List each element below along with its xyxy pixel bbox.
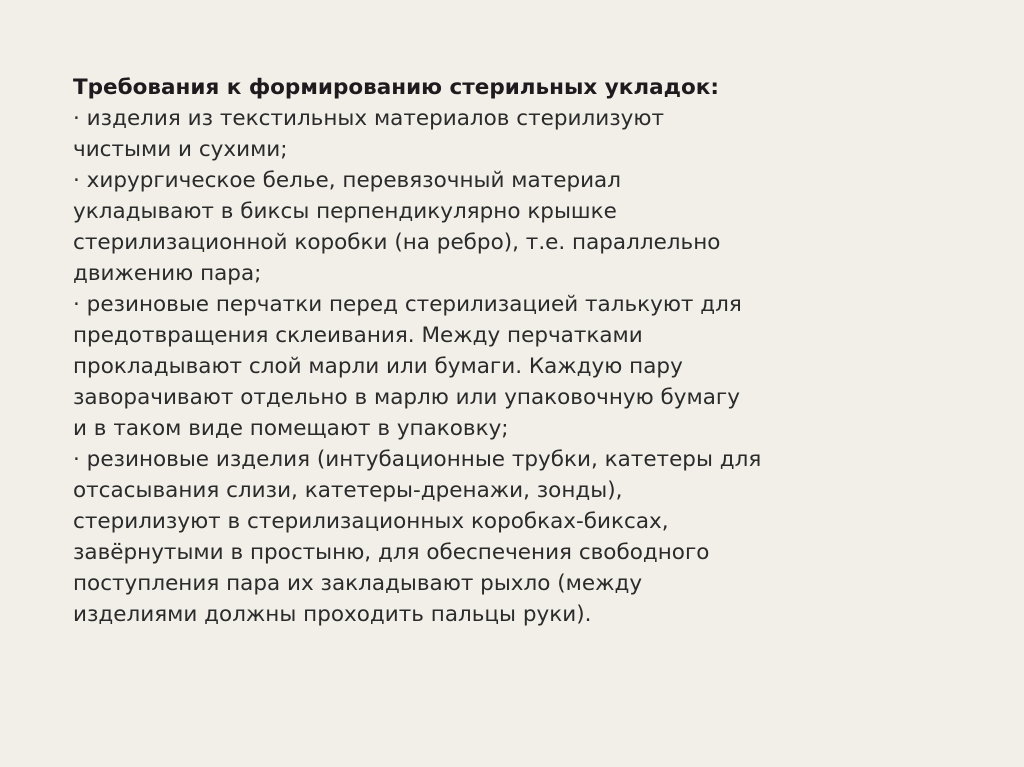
text-line: · хирургическое белье, перевязочный материал [73, 168, 621, 193]
text-line: стерилизационной коробки (на ребро), т.е. параллельно [73, 230, 721, 255]
text-line: укладывают в биксы перпендикулярно крышке [73, 199, 617, 224]
text-line: прокладывают слой марли или бумаги. Каждую пару [73, 354, 683, 379]
text-line: заворачивают отдельно в марлю или упаковочную бумагу [73, 385, 740, 410]
text-line: стерилизуют в стерилизационных коробках-биксах, [73, 509, 669, 534]
text-line: отсасывания слизи, катетеры-дренажи, зонды), [73, 478, 623, 503]
text-line: · резиновые перчатки перед стерилизацией талькуют для [73, 292, 742, 317]
text-line: движению пара; [73, 261, 262, 286]
slide-title: Требования к формированию стерильных укладок: [73, 75, 719, 100]
text-line: поступления пара их закладывают рыхло (между [73, 571, 643, 596]
text-line: и в таком виде помещают в упаковку; [73, 416, 509, 441]
text-line: · изделия из текстильных материалов стерилизуют [73, 106, 664, 131]
text-line: изделиями должны проходить пальцы руки). [73, 602, 592, 627]
text-line: · резиновые изделия (интубационные трубки, катетеры для [73, 447, 762, 472]
text-line: чистыми и сухими; [73, 137, 288, 162]
text-line: предотвращения склеивания. Между перчатками [73, 323, 643, 348]
slide-text-block [73, 72, 933, 630]
text-line: завёрнутыми в простыню, для обеспечения свободного [73, 540, 710, 565]
